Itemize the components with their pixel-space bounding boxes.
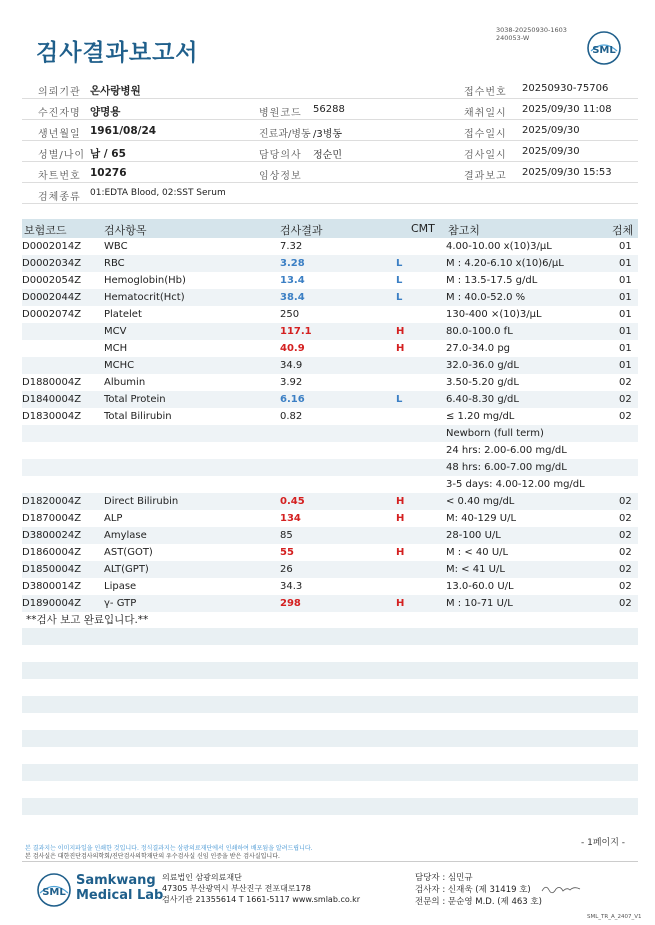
cell-item: RBC: [104, 258, 125, 269]
cell-flag: H: [396, 326, 405, 337]
dept-value: /3병동: [313, 129, 343, 140]
cell-specimen: 01: [619, 360, 632, 371]
cell-result: 134: [280, 513, 301, 524]
cell-ref: 28-100 U/L: [446, 530, 501, 541]
brand-line1: Samkwang: [76, 873, 156, 888]
footer-specialist: 전문의 : 문순영 M.D. (제 463 호): [415, 897, 542, 907]
cell-item: ALT(GPT): [104, 564, 149, 575]
cell-result: 34.3: [280, 581, 303, 592]
cell-ref: M: < 41 U/L: [446, 564, 505, 575]
signature-icon: [540, 882, 582, 896]
institution-label: 의뢰기관: [38, 87, 81, 98]
cell-ref: 3-5 days: 4.00-12.00 mg/dL: [446, 479, 585, 490]
cell-result: 117.1: [280, 326, 312, 337]
cell-ref: M : 4.20-6.10 x(10)6/μL: [446, 258, 564, 269]
cell-code: D1840004Z: [22, 394, 82, 405]
report-date-value: 2025/09/30 15:53: [522, 167, 612, 178]
cell-item: Hemoglobin(Hb): [104, 275, 186, 286]
cell-ref: < 0.40 mg/dL: [446, 496, 515, 507]
table-row: [22, 561, 638, 578]
cell-result: 38.4: [280, 292, 305, 303]
cell-result: 6.16: [280, 394, 305, 405]
table-row: [22, 425, 638, 442]
table-row: [22, 442, 638, 459]
hospital-code-value: 56288: [313, 104, 345, 115]
cell-ref: M : 40.0-52.0 %: [446, 292, 526, 303]
cell-ref: 24 hrs: 2.00-6.00 mg/dL: [446, 445, 567, 456]
cell-result: 55: [280, 547, 294, 558]
empty-row: [22, 798, 638, 815]
table-row: [22, 544, 638, 561]
sex-age-value: 남 / 65: [90, 148, 126, 160]
cell-result: 298: [280, 598, 301, 609]
cell-code: D0002044Z: [22, 292, 82, 303]
cell-code: D0002014Z: [22, 241, 82, 252]
receipt-no-label: 접수번호: [464, 87, 507, 98]
cell-result: 40.9: [280, 343, 305, 354]
cell-result: 34.9: [280, 360, 303, 371]
chart-no-value: 10276: [90, 167, 127, 179]
cell-item: Amylase: [104, 530, 147, 541]
chart-no-label: 차트번호: [38, 171, 81, 182]
birth-label: 생년월일: [38, 129, 81, 140]
footer-address: [162, 872, 360, 905]
hospital-code-label: 병원코드: [259, 108, 302, 119]
cell-result: 85: [280, 530, 293, 541]
cell-code: D3800014Z: [22, 581, 82, 592]
test-date-value: 2025/09/30: [522, 146, 580, 157]
footer-org: 의료법인 삼광의료재단: [162, 873, 242, 882]
cell-result: 0.45: [280, 496, 305, 507]
info-row: [22, 120, 638, 141]
cell-specimen: 01: [619, 275, 632, 286]
cell-item: Total Protein: [104, 394, 166, 405]
table-row: [22, 289, 638, 306]
image-print-note: 본 결과지는 이미지파일을 인쇄한 것입니다. 정식결과지는 삼광의료재단에서 인쇄하여 배포됨을 알려드립니다.: [25, 845, 313, 852]
document-id: [496, 26, 567, 42]
cell-specimen: 02: [619, 411, 632, 422]
cell-item: Total Bilirubin: [104, 411, 172, 422]
cell-ref: 6.40-8.30 g/dL: [446, 394, 519, 405]
test-date-label: 검사일시: [464, 150, 507, 161]
report-complete-text: **검사 보고 완료입니다.**: [26, 614, 149, 626]
cell-specimen: 01: [619, 292, 632, 303]
cell-code: D1860004Z: [22, 547, 82, 558]
header-ref: 참고치: [448, 224, 480, 237]
cell-item: γ- GTP: [104, 598, 137, 609]
receipt-date-label: 접수일시: [464, 129, 507, 140]
form-number: SML_TR_A_2407_V1: [587, 914, 642, 920]
cell-specimen: 01: [619, 241, 632, 252]
cell-specimen: 02: [619, 394, 632, 405]
cell-flag: L: [396, 258, 403, 269]
cell-ref: Newborn (full term): [446, 428, 544, 439]
sml-logo-icon: [587, 31, 621, 65]
header-specimen: 검체: [612, 224, 634, 237]
cell-item: Lipase: [104, 581, 137, 592]
info-row: [22, 99, 638, 120]
cell-specimen: 02: [619, 496, 632, 507]
footer-address-line: 47305 부산광역시 부산진구 전포대로178: [162, 884, 311, 893]
info-row: [22, 141, 638, 162]
cell-specimen: 02: [619, 581, 632, 592]
cell-item: MCV: [104, 326, 127, 337]
table-row: [22, 238, 638, 255]
birth-value: 1961/08/24: [90, 125, 157, 137]
cell-ref: M: 40-129 U/L: [446, 513, 517, 524]
empty-row: [22, 628, 638, 645]
footer-tester: 검사자 : 신재욱 (제 31419 호): [415, 885, 531, 895]
header-result: 검사결과: [280, 224, 323, 237]
table-row: [22, 459, 638, 476]
table-row: [22, 408, 638, 425]
cell-ref: 32.0-36.0 g/dL: [446, 360, 519, 371]
empty-row: [22, 662, 638, 679]
specimen-value: 01:EDTA Blood, 02:SST Serum: [90, 188, 226, 198]
cell-ref: ≤ 1.20 mg/dL: [446, 411, 515, 422]
table-row: [22, 391, 638, 408]
table-row: [22, 476, 638, 493]
cell-ref: 80.0-100.0 fL: [446, 326, 513, 337]
footer-staff: [415, 872, 542, 908]
cell-specimen: 01: [619, 343, 632, 354]
table-row: [22, 306, 638, 323]
cell-code: D1870004Z: [22, 513, 82, 524]
brand-name: [76, 873, 163, 903]
sml-footer-logo-text: SML: [42, 887, 66, 898]
footer-manager: 담당자 : 심민규: [415, 873, 473, 883]
cell-item: AST(GOT): [104, 547, 153, 558]
empty-row: [22, 696, 638, 713]
receipt-date-value: 2025/09/30: [522, 125, 580, 136]
cell-flag: H: [396, 496, 405, 507]
cell-item: Direct Bilirubin: [104, 496, 179, 507]
cell-ref: 4.00-10.00 x(10)3/μL: [446, 241, 552, 252]
results-header: [22, 219, 638, 238]
page-title: 검사결과보고서: [36, 40, 199, 66]
receipt-no-value: 20250930-75706: [522, 83, 609, 94]
empty-row: [22, 764, 638, 781]
cell-ref: 3.50-5.20 g/dL: [446, 377, 519, 388]
table-row: [22, 527, 638, 544]
institution-value: 온사랑병원: [90, 85, 141, 97]
brand-line2: Medical Lab: [76, 888, 164, 903]
empty-row: [22, 730, 638, 747]
table-row: [22, 272, 638, 289]
cell-flag: H: [396, 343, 405, 354]
cell-item: ALP: [104, 513, 123, 524]
cell-item: MCHC: [104, 360, 135, 371]
cell-code: D3800024Z: [22, 530, 82, 541]
collect-date-label: 채취일시: [464, 108, 507, 119]
sml-logo-text: SML: [592, 45, 616, 56]
dept-label: 진료과/병동: [259, 129, 311, 140]
cell-ref: M : 13.5-17.5 g/dL: [446, 275, 538, 286]
cell-flag: L: [396, 394, 403, 405]
header-code: 보험코드: [24, 224, 67, 237]
table-row: [22, 493, 638, 510]
cell-specimen: 01: [619, 258, 632, 269]
cell-code: D0002034Z: [22, 258, 82, 269]
name-label: 수진자명: [38, 108, 81, 119]
cell-specimen: 02: [619, 513, 632, 524]
cell-specimen: 02: [619, 377, 632, 388]
cell-code: D1830004Z: [22, 411, 82, 422]
cell-code: D1880004Z: [22, 377, 82, 388]
sml-footer-logo-icon: [36, 872, 72, 908]
cell-specimen: 01: [619, 326, 632, 337]
clinical-label: 임상정보: [259, 171, 302, 182]
table-row: [22, 323, 638, 340]
table-row: [22, 374, 638, 391]
cell-specimen: 02: [619, 564, 632, 575]
cell-result: 26: [280, 564, 293, 575]
footer-divider: [22, 861, 638, 862]
collect-date-value: 2025/09/30 11:08: [522, 104, 612, 115]
cell-item: Albumin: [104, 377, 146, 388]
cell-ref: M : < 40 U/L: [446, 547, 509, 558]
cell-result: 13.4: [280, 275, 305, 286]
cell-result: 0.82: [280, 411, 303, 422]
table-row: [22, 578, 638, 595]
doctor-label: 담당의사: [259, 150, 302, 161]
header-cmt: CMT: [411, 222, 435, 235]
cell-flag: L: [396, 275, 403, 286]
cell-specimen: 02: [619, 530, 632, 541]
cell-code: D1890004Z: [22, 598, 82, 609]
cell-flag: H: [396, 547, 405, 558]
report-date-label: 결과보고: [464, 171, 507, 182]
cell-specimen: 02: [619, 598, 632, 609]
cell-ref: 48 hrs: 6.00-7.00 mg/dL: [446, 462, 567, 473]
cell-item: WBC: [104, 241, 128, 252]
sex-age-label: 성별/나이: [38, 150, 86, 161]
cell-item: Hematocrit(Hct): [104, 292, 185, 303]
cell-specimen: 02: [619, 547, 632, 558]
specimen-label: 검체종류: [38, 192, 81, 203]
name-value: 양명용: [90, 106, 121, 118]
doctor-value: 정순민: [313, 150, 342, 161]
cell-ref: 27.0-34.0 pg: [446, 343, 511, 354]
cell-specimen: 01: [619, 309, 632, 320]
cell-result: 3.28: [280, 258, 305, 269]
table-row: [22, 510, 638, 527]
cell-result: 250: [280, 309, 300, 320]
cell-flag: H: [396, 598, 405, 609]
info-row: [22, 78, 638, 99]
footer-contact: 검사기관 21355614 T 1661-5117 www.smlab.co.kr: [162, 895, 361, 904]
cell-flag: L: [396, 292, 403, 303]
page-number: - 1페이지 -: [581, 838, 626, 848]
cell-code: D0002054Z: [22, 275, 82, 286]
document-id-line2: 240053-W: [496, 34, 530, 42]
table-row: [22, 595, 638, 612]
cell-ref: 13.0-60.0 U/L: [446, 581, 514, 592]
header-item: 검사항목: [104, 224, 147, 237]
cell-item: MCH: [104, 343, 128, 354]
document-id-line1: 3038-20250930-1603: [496, 26, 567, 34]
cell-result: 3.92: [280, 377, 303, 388]
cell-item: Platelet: [104, 309, 142, 320]
table-row: [22, 255, 638, 272]
info-row: [22, 183, 638, 204]
table-row: [22, 357, 638, 374]
certification-note: 본 검사실은 대한진단검사의학회/진단검사의학재단의 우수검사실 신임 인증을 받은 검사실입니다.: [25, 853, 280, 860]
cell-code: D1850004Z: [22, 564, 82, 575]
cell-code: D1820004Z: [22, 496, 82, 507]
info-row: [22, 162, 638, 183]
cell-flag: H: [396, 513, 405, 524]
cell-result: 7.32: [280, 241, 303, 252]
table-row: [22, 340, 638, 357]
cell-ref: 130-400 ×(10)3/μL: [446, 309, 542, 320]
cell-ref: M : 10-71 U/L: [446, 598, 513, 609]
cell-code: D0002074Z: [22, 309, 82, 320]
